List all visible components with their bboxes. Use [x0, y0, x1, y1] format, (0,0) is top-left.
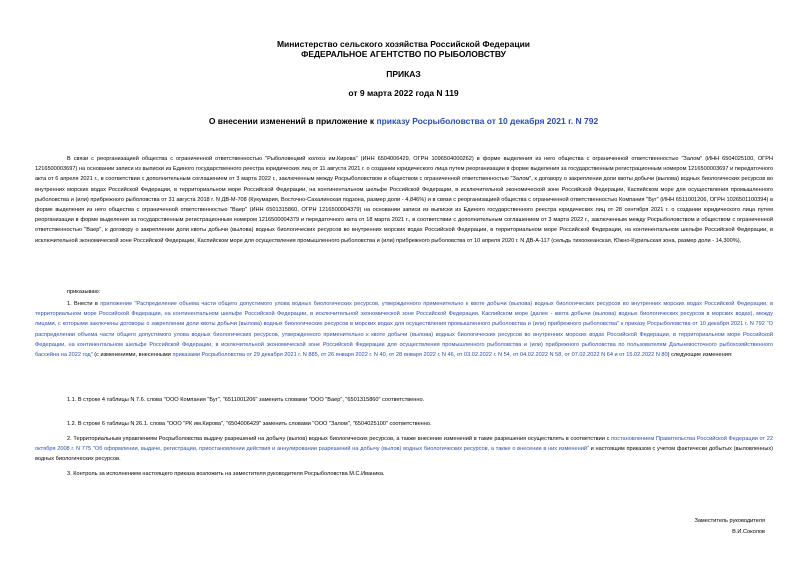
item-1-1-paragraph: 1.1. В строке 4 таблицы N 7.6. слова "ООО Компания "Буг", "6511001206" заменить словами "ООО "Ваер", "6501315860" соответственно.: [67, 397, 425, 403]
document-title: [0, 116, 807, 127]
title-link[interactable]: приказу Росрыболовства от 10 декабря 2021 г. N 792: [376, 116, 599, 126]
signatory-position: Заместитель руководителя: [694, 518, 765, 524]
item-2-prefix: 2. Территориальным управлениям Росрыболовства выдачу разрешений на добычу (вылов) водных биологических ресурсов, а также внесение изменений в такие разрешения осуществлять в соответствии с: [67, 436, 612, 442]
order-heading: ПРИКАЗ: [386, 69, 421, 79]
order-date: от 9 марта 2022 года N 119: [348, 88, 459, 98]
item-1-paragraph: [35, 299, 773, 360]
item-2-suffix: и настоящим приказом с учетом фактически добытых (выловленных) водных биологических ресурсов.: [35, 446, 773, 463]
item-2-resolution-link[interactable]: постановлением Правительства Российской Федерации от 22 октября 2008 г. N 775 "Об оформлении, выдаче, регистрации, приостановлении действия и аннулировании разрешений на добычу (вылов) водных биологических ресурсов, а также о внесении в них изменений": [35, 436, 773, 453]
item-1-suffix: ) следующие изменения:: [667, 352, 733, 359]
item-2-paragraph: [35, 434, 773, 465]
item-1-mid: (с изменениями, внесенными: [92, 352, 173, 359]
title-prefix: О внесении изменений в приложение к: [208, 116, 377, 126]
ministry-name: Министерство сельского хозяйства Российской Федерации: [276, 39, 531, 49]
item-1-2-paragraph: 1.2. В строке 6 таблицы N 26.1. слова "ООО "РК им.Кирова", "6504006429" заменить словами "ООО "Залом", "6504025100" соответственно.: [67, 421, 432, 427]
item-1-amendments-link[interactable]: приказами Росрыболовства от 29 декабря 2021 г. N 885, от 26 января 2022 г. N 40, от 28 января 2022 г. N 46, от 03.02.2022 г. N 54, от 04.02.2022 N 58, от 07.02.2022 N 64 и от 15.02.2022 N 80: [172, 352, 668, 359]
orders-line: приказываю:: [67, 289, 101, 295]
item-1-prefix: 1. Внести в: [67, 301, 101, 307]
item-3-paragraph: 3. Контроль за исполнением настоящего приказа возложить на заместителя руководителя Росрыболовства М.С.Иваника.: [67, 471, 385, 477]
agency-name: ФЕДЕРАЛЬНОЕ АГЕНТСТВО ПО РЫБОЛОВСТВУ: [301, 49, 506, 59]
signatory-name: В.И.Соколов: [732, 529, 765, 535]
intro-paragraph: В связи с реорганизацией общества с ограниченной ответственностью "Рыболовецкий колхоз им.Кирова" (ИНН 6504006429, ОГРН 1096504000262) в форме выделения из него общества с ограниченной ответственностью "Залом" (ИНН 6504025100, ОГРН 1216500003697) на основании записи из выписки из Единого государственного реестра юридических лиц от 11 августа 2021 г. о создании юридического лица путем реорганизации в форме выделения за государственным регистрационным номером 1216500003697 и передаточного акта от 6 апреля 2021 г., в соответствии с дополнительным соглашением от 3 марта 2022 г., заключенным между Росрыболовством и обществом с ограниченной ответственностью "Залом", к договору о закреплении доли квоты добычи (вылова) водных биологических ресурсов во внутренних морских водах Российской Федерации, в территориальном море Российской Федерации, на континентальном шельфе Российской Федерации, в исключительной экономической зоне Российской Федерации, Каспийском море для осуществления промышленного рыболовства и (или) прибрежного рыболовства от 31 августа 2018 г. N ДВ-М-708 (Кукумария, Восточно-Сахалинская подзона, размер доли - 4,846%) и в связи с реорганизацией общества с ограниченной ответственностью Компания "Буг" (ИНН 6511001206, ОГРН 1026501100394) в форме выделения из него общества с ограниченной ответственностью "Ваер" (ИНН 6501315860, ОГРН 1216500004379) на основании записи из выписки из Единого государственного реестра юридических лиц от 28 сентября 2021 г. о создании юридического лица путем реорганизации в форме выделения за государственным регистрационным номером 1216500004379 и передаточного акта от 18 марта 2021 г., в соответствии с дополнительным соглашением от 3 марта 2022 г., заключенным между Росрыболовством и обществом с ограниченной ответственностью "Ваер", к договору о закреплении доли квоты добычи (вылова) водных биологических ресурсов во внутренних морских водах Российской Федерации, в территориальном море Российской Федерации, на континентальном шельфе Российской Федерации, в исключительной экономической зоне Российской Федерации, Каспийском море для осуществления промышленного рыболовства и (или) прибрежного рыболовства от 10 апреля 2020 г. N ДВ-А-117 (сельдь тихоокеанская, Южно-Курильская зона, размер доли - 14,300%),: [35, 156, 773, 244]
item-1-appendix-link[interactable]: приложение "Распределение объема части общего допустимого улова водных биологических ресурсов, утвержденного применительно к квоте добычи (вылова) водных биологических ресурсов во внутренних морских водах Российской Федерации, в территориальном море Российской Федерации, на континентальном шельфе Российской Федерации, в исключительной экономической зоне Российской Федерации, Каспийском море (далее - квота добычи (вылова) водных биологических ресурсов в морских водах), между лицами, с которыми заключены договоры о закреплении доли квоты добычи (вылова) водных биологических ресурсов в морских водах для осуществления промышленного рыболовства и (или) прибрежного рыболовства" к приказу Росрыболовства от 10 декабря 2021 г. N 792 "О распределении объема части общего допустимого улова водных биологических ресурсов, утвержденного применительно к квоте добычи (вылова) водных биологических ресурсов во внутренних морских водах Российской Федерации, в территориальном море Российской Федерации, на континентальном шельфе Российской Федерации, в исключительной экономической зоне Российской Федерации для осуществления промышленного рыболовства и (или) прибрежного рыболовства по пользователям Дальневосточного рыбохозяйственного бассейна на 2022 год": [35, 301, 773, 359]
